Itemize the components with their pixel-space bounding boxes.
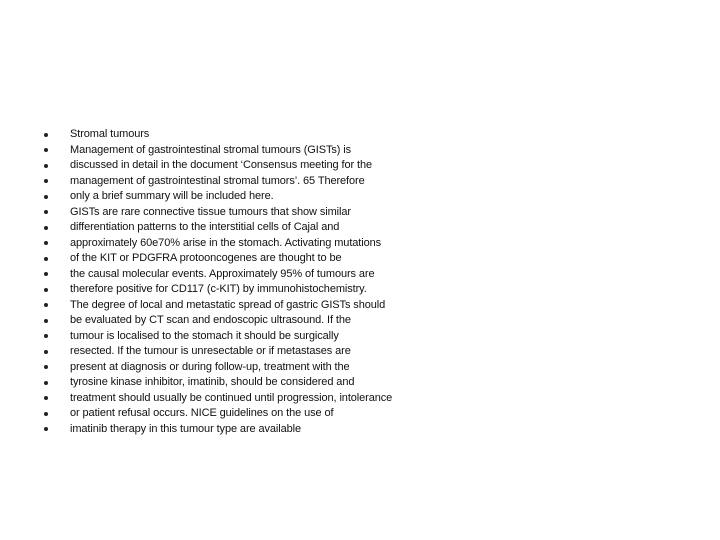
- bullet-text: or patient refusal occurs. NICE guidelines on the use of: [70, 407, 334, 419]
- bullet-icon: [44, 381, 48, 385]
- bullet-line: [44, 375, 464, 391]
- bullet-icon: [44, 334, 48, 338]
- bullet-line: [44, 236, 464, 252]
- bullet-list: [44, 127, 464, 437]
- bullet-text: only a brief summary will be included here.: [70, 190, 274, 202]
- bullet-icon: [44, 350, 48, 354]
- bullet-line: [44, 344, 464, 360]
- bullet-text: tumour is localised to the stomach it should be surgically: [70, 329, 339, 342]
- bullet-line: [44, 174, 464, 190]
- bullet-line: [44, 360, 464, 376]
- bullet-icon: [44, 365, 48, 369]
- bullet-line: [44, 143, 464, 159]
- bullet-icon: [44, 396, 48, 400]
- bullet-text: tyrosine kinase inhibitor, imatinib, should be considered and: [70, 376, 355, 388]
- bullet-text: Management of gastrointestinal stromal tumours (GISTs) is: [70, 143, 352, 156]
- bullet-text: The degree of local and metastatic spread of gastric GISTs should: [70, 298, 386, 311]
- bullet-line: [44, 205, 464, 221]
- bullet-text: approximately 60e70% arise in the stomach. Activating mutations: [70, 236, 382, 249]
- bullet-line: [44, 220, 464, 236]
- bullet-text: discussed in detail in the document ‘Consensus meeting for the: [70, 159, 372, 171]
- bullet-line: [44, 158, 464, 174]
- bullet-icon: [44, 257, 48, 261]
- bullet-text: therefore positive for CD117 (c-KIT) by immunohistochemistry.: [70, 283, 367, 295]
- bullet-text: differentiation patterns to the interstitial cells of Cajal and: [70, 221, 340, 233]
- bullet-line: [44, 313, 464, 329]
- bullet-icon: [44, 195, 48, 199]
- bullet-line: [44, 298, 464, 314]
- bullet-text: be evaluated by CT scan and endoscopic ultrasound. If the: [70, 314, 351, 326]
- bullet-line: [44, 251, 464, 267]
- bullet-text: the causal molecular events. Approximately 95% of tumours are: [70, 267, 375, 280]
- bullet-line: [44, 391, 464, 407]
- bullet-icon: [44, 272, 48, 276]
- bullet-icon: [44, 164, 48, 168]
- bullet-line: [44, 282, 464, 298]
- bullet-line: [44, 329, 464, 345]
- bullet-icon: [44, 226, 48, 230]
- bullet-icon: [44, 319, 48, 323]
- bullet-text: management of gastrointestinal stromal tumors’. 65 Therefore: [70, 174, 365, 187]
- bullet-text: imatinib therapy in this tumour type are available: [70, 422, 302, 435]
- bullet-text: Stromal tumours: [70, 128, 150, 140]
- bullet-text: present at diagnosis or during follow-up, treatment with the: [70, 360, 350, 373]
- bullet-line: [44, 267, 464, 283]
- bullet-icon: [44, 133, 48, 137]
- bullet-icon: [44, 148, 48, 152]
- bullet-line: [44, 406, 464, 422]
- bullet-icon: [44, 427, 48, 431]
- bullet-line: [44, 127, 464, 143]
- bullet-text: treatment should usually be continued until progression, intolerance: [70, 391, 393, 404]
- bullet-text: GISTs are rare connective tissue tumours that show similar: [70, 205, 351, 218]
- bullet-line: [44, 422, 464, 438]
- bullet-icon: [44, 412, 48, 416]
- bullet-line: [44, 189, 464, 205]
- bullet-icon: [44, 179, 48, 183]
- bullet-icon: [44, 288, 48, 292]
- bullet-icon: [44, 303, 48, 307]
- bullet-icon: [44, 241, 48, 245]
- bullet-text: of the KIT or PDGFRA protooncogenes are thought to be: [70, 252, 342, 264]
- bullet-text: resected. If the tumour is unresectable or if metastases are: [70, 345, 351, 357]
- bullet-icon: [44, 210, 48, 214]
